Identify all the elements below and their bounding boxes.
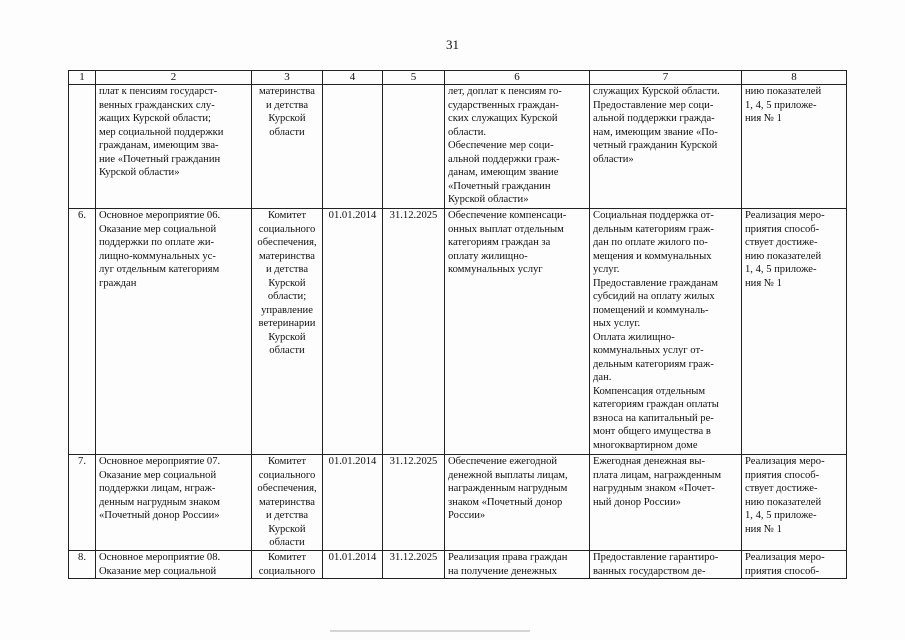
text-line: нию показателей [745, 496, 822, 508]
text-line: жащих Курской области; [99, 113, 211, 124]
text-line: Реализация меро- [745, 552, 825, 563]
text-line: оплату жилищно- [448, 250, 528, 262]
text-line: области. [448, 126, 487, 138]
consequence-cell [590, 551, 742, 579]
text-line: служащих Курской области. [593, 86, 720, 97]
text-line: Основное мероприятие 06. [99, 210, 221, 221]
executor-cell [252, 455, 323, 551]
text-line: луг отдельным категориям [99, 264, 220, 275]
row-number-cell: 7. [69, 455, 96, 551]
text-line: помещений и коммуналь- [593, 304, 709, 316]
text-line: области [269, 537, 305, 548]
text-line: онных выплат отдельным [448, 223, 564, 235]
text-line: Оплата жилищно- [593, 331, 675, 343]
text-line: ветеринарии [258, 318, 316, 329]
indicators-cell [742, 455, 847, 551]
expected-result-cell [445, 85, 590, 209]
text-line: ских служащих Курской [448, 113, 558, 124]
text-line: нам, имеющим звание «По- [593, 126, 718, 138]
text-line: обеспечения, [257, 237, 317, 248]
text-line: социального [258, 565, 316, 577]
text-line: Обеспечение мер соци- [448, 140, 554, 151]
expected-result-cell [445, 455, 590, 551]
text-line: четный гражданин Курской [593, 140, 718, 151]
text-line: Предоставление гарантиро- [593, 552, 719, 563]
column-header: 4 [323, 71, 383, 85]
text-line: приятия способ- [745, 223, 820, 235]
text-line: Курской [268, 331, 306, 343]
text-line: ный донор России» [593, 496, 681, 508]
measure-cell [96, 455, 252, 551]
measure-cell [96, 85, 252, 209]
text-line: ния № 1 [745, 523, 782, 535]
text-line: альной поддержки гражда- [593, 113, 715, 124]
column-header: 8 [742, 71, 847, 85]
text-line: «Почетный донор России» [99, 510, 220, 521]
consequence-cell [590, 209, 742, 455]
text-line: награжденным нагрудным [448, 483, 568, 494]
text-line: плат к пенсиям государст- [99, 86, 218, 97]
measure-cell [96, 551, 252, 579]
indicators-cell [742, 85, 847, 209]
text-line: ния № 1 [745, 113, 782, 124]
executor-cell [252, 85, 323, 209]
text-line: поддержки по оплате жи- [99, 237, 215, 248]
column-header: 2 [96, 71, 252, 85]
start-date-cell: 01.01.2014 [323, 455, 383, 551]
text-line: России» [448, 510, 486, 521]
text-line: Реализация меро- [745, 210, 825, 221]
measure-cell [96, 209, 252, 455]
table-row [69, 85, 847, 209]
text-line: социального [258, 223, 316, 235]
text-line: Ежегодная денежная вы- [593, 456, 706, 467]
text-line: Обеспечение ежегодной [448, 456, 558, 467]
text-line: монт общего имущества в [593, 426, 711, 437]
text-line: знаком «Почетный донор [448, 496, 563, 508]
text-line: поддержки лицам, нграж- [99, 483, 216, 494]
text-line: Оказание мер социальной [99, 223, 217, 235]
text-line: ных услуг. [593, 318, 641, 329]
column-header: 7 [590, 71, 742, 85]
text-line: Основное мероприятие 07. [99, 456, 221, 467]
text-line: Комитет [268, 552, 306, 563]
text-line: гражданам, имеющим зва- [99, 140, 219, 151]
column-header: 1 [69, 71, 96, 85]
expected-result-cell [445, 551, 590, 579]
text-line: мер социальной поддержки [99, 126, 224, 138]
text-line: коммунальных услуг [448, 264, 543, 275]
text-line: материнства [259, 86, 315, 97]
text-line: альной поддержки граж- [448, 153, 560, 165]
row-number-cell: 6. [69, 209, 96, 455]
table-row [69, 455, 847, 551]
text-line: «Почетный гражданин [448, 180, 551, 192]
text-line: области [269, 345, 305, 356]
text-line: Предоставление гражданам [593, 277, 718, 289]
text-line: ния № 1 [745, 277, 782, 289]
text-line: Реализация права граждан [448, 552, 568, 563]
text-line: материнства [259, 250, 315, 262]
text-line: и детства [265, 99, 309, 111]
text-line: Основное мероприятие 08. [99, 552, 221, 563]
column-header: 6 [445, 71, 590, 85]
measures-table [68, 70, 847, 579]
text-line: субсидий на оплату жилых [593, 291, 715, 302]
end-date-cell [383, 85, 445, 209]
text-line: 1, 4, 5 приложе- [745, 510, 817, 521]
text-line: Предоставление мер соци- [593, 99, 714, 111]
text-line: многоквартирном доме [593, 439, 698, 451]
text-line: Курской области» [99, 167, 180, 178]
scan-artifact [330, 630, 530, 632]
start-date-cell: 01.01.2014 [323, 209, 383, 455]
text-line: 1, 4, 5 приложе- [745, 99, 817, 111]
text-line: Компенсация отдельным [593, 385, 706, 397]
text-line: Курской [268, 277, 306, 289]
text-line: Обеспечение компенсаци- [448, 210, 567, 221]
text-line: денным нагрудным знаком [99, 496, 220, 508]
text-line: услуг. [593, 264, 620, 275]
row-number-cell: 8. [69, 551, 96, 579]
text-line: Социальная поддержка от- [593, 210, 714, 221]
text-line: обеспечения, [257, 483, 317, 494]
start-date-cell [323, 85, 383, 209]
text-line: дельным категориям граж- [593, 223, 714, 235]
consequence-cell [590, 85, 742, 209]
text-line: Курской [268, 113, 306, 124]
table-row [69, 209, 847, 455]
text-line: нагрудным знаком «Почет- [593, 483, 715, 494]
text-line: ние «Почетный гражданин [99, 153, 221, 165]
text-line: материнства [259, 496, 315, 508]
text-line: приятия способ- [745, 469, 820, 481]
consequence-cell [590, 455, 742, 551]
text-line: области» [593, 153, 634, 165]
executor-cell [252, 209, 323, 455]
text-line: и детства [265, 264, 309, 275]
end-date-cell: 31.12.2025 [383, 551, 445, 579]
text-line: лищно-коммунальных ус- [99, 250, 216, 262]
text-line: денежной выплаты лицам, [448, 469, 568, 481]
text-line: Курской [268, 523, 306, 535]
text-line: сударственных граждан- [448, 99, 559, 111]
text-line: данам, имеющим звание [448, 167, 559, 178]
text-line: мещения и коммунальных [593, 250, 712, 262]
text-line: ванных государством де- [593, 565, 706, 577]
column-header: 5 [383, 71, 445, 85]
text-line: управление [261, 304, 313, 316]
text-line: категориям граждан оплаты [593, 399, 719, 410]
page-number: 31 [446, 37, 459, 52]
end-date-cell: 31.12.2025 [383, 209, 445, 455]
text-line: социального [258, 469, 316, 481]
text-line: коммунальных услуг от- [593, 345, 704, 356]
text-line: лет, доплат к пенсиям го- [448, 86, 562, 97]
start-date-cell: 01.01.2014 [323, 551, 383, 579]
text-line: Реализация меро- [745, 456, 825, 467]
header-row [69, 71, 847, 85]
indicators-cell [742, 551, 847, 579]
table-row [69, 551, 847, 579]
column-header: 3 [252, 71, 323, 85]
text-line: граждан [99, 277, 137, 289]
text-line: Оказание мер социальной [99, 565, 217, 577]
text-line: ствует достиже- [745, 483, 818, 494]
text-line: нию показателей [745, 86, 822, 97]
text-line: Оказание мер социальной [99, 469, 217, 481]
text-line: 1, 4, 5 приложе- [745, 264, 817, 275]
text-line: приятия способ- [745, 565, 820, 577]
text-line: дан. [593, 372, 612, 383]
text-line: категориям граждан за [448, 237, 551, 248]
text-line: взноса на капитальный ре- [593, 412, 714, 424]
text-line: дан по оплате жилого по- [593, 237, 708, 248]
text-line: Курской области» [448, 194, 529, 205]
row-number-cell [69, 85, 96, 209]
indicators-cell [742, 209, 847, 455]
text-line: области [269, 126, 305, 138]
text-line: на получение денежных [448, 565, 558, 577]
executor-cell [252, 551, 323, 579]
text-line: нию показателей [745, 250, 822, 262]
end-date-cell: 31.12.2025 [383, 455, 445, 551]
text-line: Комитет [268, 456, 306, 467]
text-line: венных гражданских слу- [99, 99, 215, 111]
text-line: дельным категориям граж- [593, 358, 714, 370]
text-line: области; [267, 291, 307, 302]
text-line: ствует достиже- [745, 237, 818, 248]
expected-result-cell [445, 209, 590, 455]
text-line: и детства [265, 510, 309, 521]
text-line: Комитет [268, 210, 306, 221]
text-line: плата лицам, награжденным [593, 469, 722, 481]
